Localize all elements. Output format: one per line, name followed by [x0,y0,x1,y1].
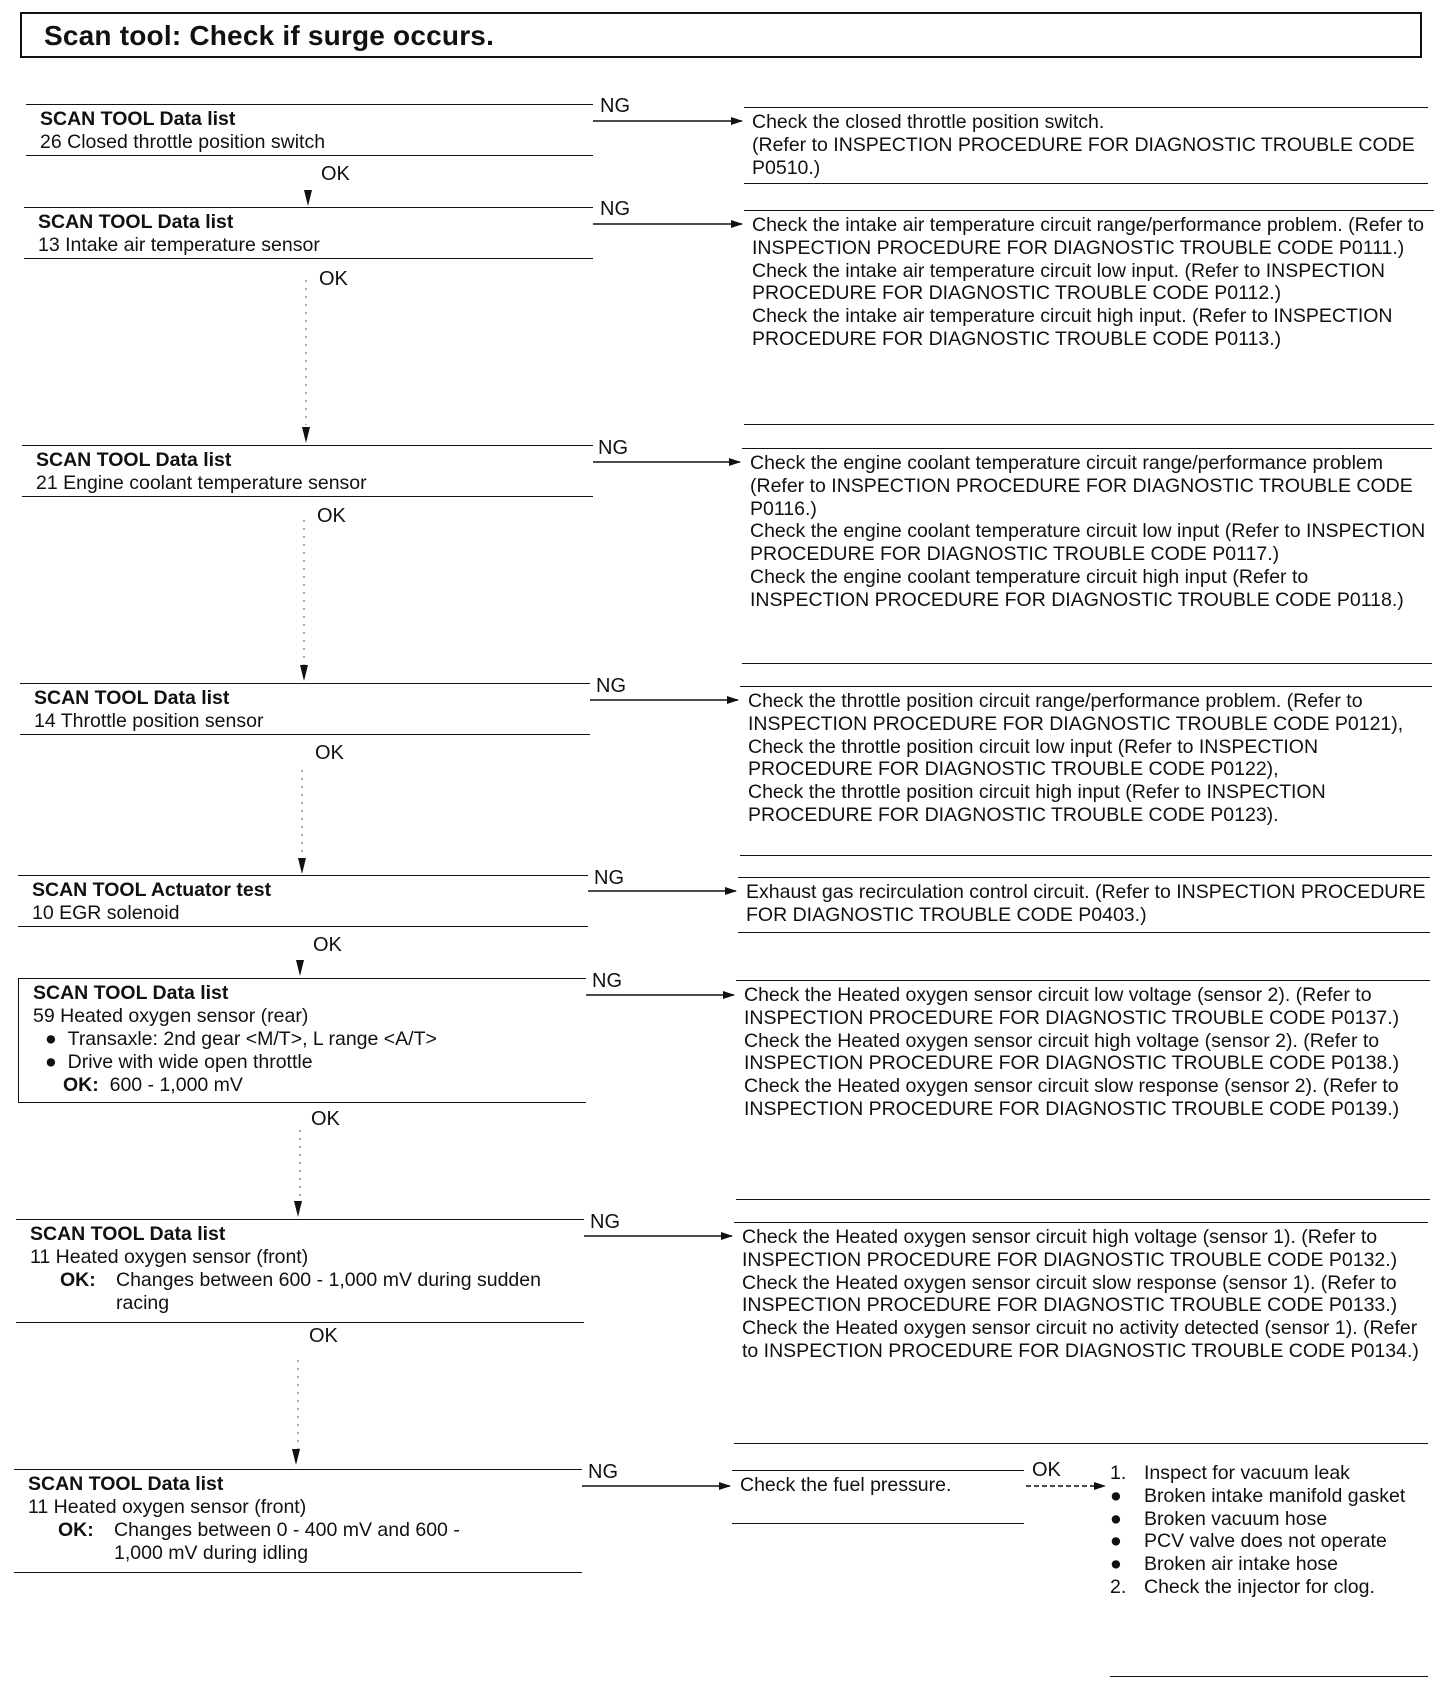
final-action-item: ● Broken vacuum hose [1110,1507,1328,1530]
step-ok-criteria: OK: Changes between 600 - 1,000 mV during sudden racing [60,1269,541,1314]
step-item: 11 Heated oxygen sensor (front) [28,1496,307,1518]
result-text: Check the Heated oxygen sensor circuit high voltage (sensor 2). (Refer to INSPECTION PROCEDURE FOR DIAGNOSTIC TROUBLE CODE P0138.) [744,1029,1400,1075]
step-item: 10 EGR solenoid [32,902,180,924]
final-divider [1110,1676,1428,1677]
step-box-8 [14,1469,582,1573]
result-text: Check the closed throttle position switch. [752,111,1105,133]
down-arrow-4 [298,858,306,874]
step-item: 14 Throttle position sensor [34,710,264,732]
step-item: 59 Heated oxygen sensor (rear) [33,1005,309,1027]
step-item: 11 Heated oxygen sensor (front) [30,1246,309,1268]
ng-label-4: NG [596,675,626,697]
ok-label-4: OK [315,742,344,764]
final-action-item: ● Broken intake manifold gasket [1110,1484,1406,1507]
ok-label-5: OK [313,934,342,956]
step-box-1 [26,104,593,156]
result-text: Check the Heated oxygen sensor circuit no activity detected (sensor 1). (Refer to INSPECTION PROCEDURE FOR DIAGNOSTIC TROUBLE CODE P0134.) [742,1317,1419,1362]
result-text: Check the fuel pressure. [740,1474,952,1496]
ng-label-2: NG [600,198,630,220]
step-heading: SCAN TOOL Data list [34,687,230,709]
step-heading: SCAN TOOL Data list [30,1223,226,1245]
step-heading: SCAN TOOL Data list [36,449,232,471]
result-text: Exhaust gas recirculation control circuit. (Refer to INSPECTION PROCEDURE FOR DIAGNOSTIC TROUBLE CODE P0403.) [746,881,1426,926]
result-text: Check the intake air temperature circuit range/performance problem. (Refer to INSPECTION PROCEDURE FOR DIAGNOSTIC TROUBLE CODE P0111.) [752,214,1424,259]
result-text: Check the throttle position circuit range/performance problem. (Refer to INSPECTION PROCEDURE FOR DIAGNOSTIC TROUBLE CODE P0121), [748,690,1404,735]
final-action-list [1110,1462,1410,1599]
result-text: Check the intake air temperature circuit low input. (Refer to INSPECTION PROCEDURE FOR DIAGNOSTIC TROUBLE CODE P0112.) [752,259,1385,305]
step-box-7 [16,1219,584,1323]
down-arrow-2 [302,427,310,443]
ok-label-7: OK [309,1325,338,1347]
final-action-item: ● PCV valve does not operate [1110,1530,1387,1553]
ng-label-5: NG [594,867,624,889]
step-heading: SCAN TOOL Actuator test [32,879,272,901]
step-bullet: ● Drive with wide open throttle [45,1051,313,1073]
result-box-4 [740,686,1432,856]
result-text: Check the Heated oxygen sensor circuit low voltage (sensor 2). (Refer to INSPECTION PROCEDURE FOR DIAGNOSTIC TROUBLE CODE P0137.) [744,984,1400,1029]
result-text: Check the throttle position circuit low input (Refer to INSPECTION PROCEDURE FOR DIAGNOSTIC TROUBLE CODE P0122), [748,735,1319,781]
result-box-8 [732,1470,1024,1524]
result-text: Check the Heated oxygen sensor circuit slow response (sensor 1). (Refer to INSPECTION PROCEDURE FOR DIAGNOSTIC TROUBLE CODE P0133.) [742,1271,1398,1317]
step-bullet: ● Transaxle: 2nd gear <M/T>, L range <A/T> [45,1028,437,1050]
final-action-item: ● Broken air intake hose [1110,1553,1339,1576]
ok-label-2: OK [319,268,348,290]
result-box-2 [744,210,1434,425]
result-text: Check the Heated oxygen sensor circuit slow response (sensor 2). (Refer to INSPECTION PROCEDURE FOR DIAGNOSTIC TROUBLE CODE P0139.) [744,1075,1400,1120]
step-heading: SCAN TOOL Data list [33,982,229,1004]
step-box-2 [24,207,593,259]
result-box-6 [736,980,1430,1200]
down-arrow-6 [294,1201,302,1217]
result-box-5 [738,877,1430,933]
result-text: Check the engine coolant temperature circuit high input (Refer to INSPECTION PROCEDURE FOR DIAGNOSTIC TROUBLE CODE P0118.) [750,565,1404,611]
down-arrow-1 [304,190,312,206]
result-text: Check the intake air temperature circuit high input. (Refer to INSPECTION PROCEDURE FOR DIAGNOSTIC TROUBLE CODE P0113.) [752,305,1393,350]
final-action-item: 2. Check the injector for clog. [1110,1575,1375,1598]
result-box-1 [744,107,1428,184]
step-box-5 [18,875,588,927]
result-text: Check the engine coolant temperature circuit low input (Refer to INSPECTION PROCEDURE FOR DIAGNOSTIC TROUBLE CODE P0117.) [750,520,1426,566]
result-text: (Refer to INSPECTION PROCEDURE FOR DIAGNOSTIC TROUBLE CODE P0510.) [752,133,1415,179]
step-heading: SCAN TOOL Data list [40,108,236,130]
ok-label-final: OK [1032,1459,1061,1481]
result-text: Check the engine coolant temperature circuit range/performance problem (Refer to INSPECTION PROCEDURE FOR DIAGNOSTIC TROUBLE CODE P0116.) [750,452,1413,520]
result-text: Check the Heated oxygen sensor circuit high voltage (sensor 1). (Refer to INSPECTION PROCEDURE FOR DIAGNOSTIC TROUBLE CODE P0132.) [742,1226,1398,1271]
result-text: Check the throttle position circuit high input (Refer to INSPECTION PROCEDURE FOR DIAGNOSTIC TROUBLE CODE P0123). [748,781,1326,826]
ng-label-8: NG [588,1461,618,1483]
page-title: Scan tool: Check if surge occurs. [44,20,495,51]
result-box-7 [734,1222,1428,1444]
step-item: 13 Intake air temperature sensor [38,234,320,256]
step-heading: SCAN TOOL Data list [38,211,234,233]
down-arrow-5 [296,960,304,976]
result-box-3 [742,448,1432,664]
step-ok-criteria: OK: Changes between 0 - 400 mV and 600 - 1,000 mV during idling [58,1519,460,1564]
down-arrow-7 [292,1449,300,1465]
final-action-item: 1. Inspect for vacuum leak [1110,1462,1350,1484]
ok-label-1: OK [321,163,350,185]
ok-label-6: OK [311,1108,340,1130]
step-ok-criteria: OK: 600 - 1,000 mV [63,1074,243,1096]
step-item: 26 Closed throttle position switch [40,131,326,153]
step-box-4 [20,683,590,735]
step-heading: SCAN TOOL Data list [28,1473,224,1495]
ng-label-7: NG [590,1211,620,1233]
down-arrow-3 [300,665,308,681]
ng-label-1: NG [600,95,630,117]
ok-label-3: OK [317,505,346,527]
ng-label-3: NG [598,437,628,459]
step-box-3 [22,445,593,497]
ng-label-6: NG [592,970,622,992]
step-item: 21 Engine coolant temperature sensor [36,472,367,494]
step-box-6 [18,978,586,1103]
